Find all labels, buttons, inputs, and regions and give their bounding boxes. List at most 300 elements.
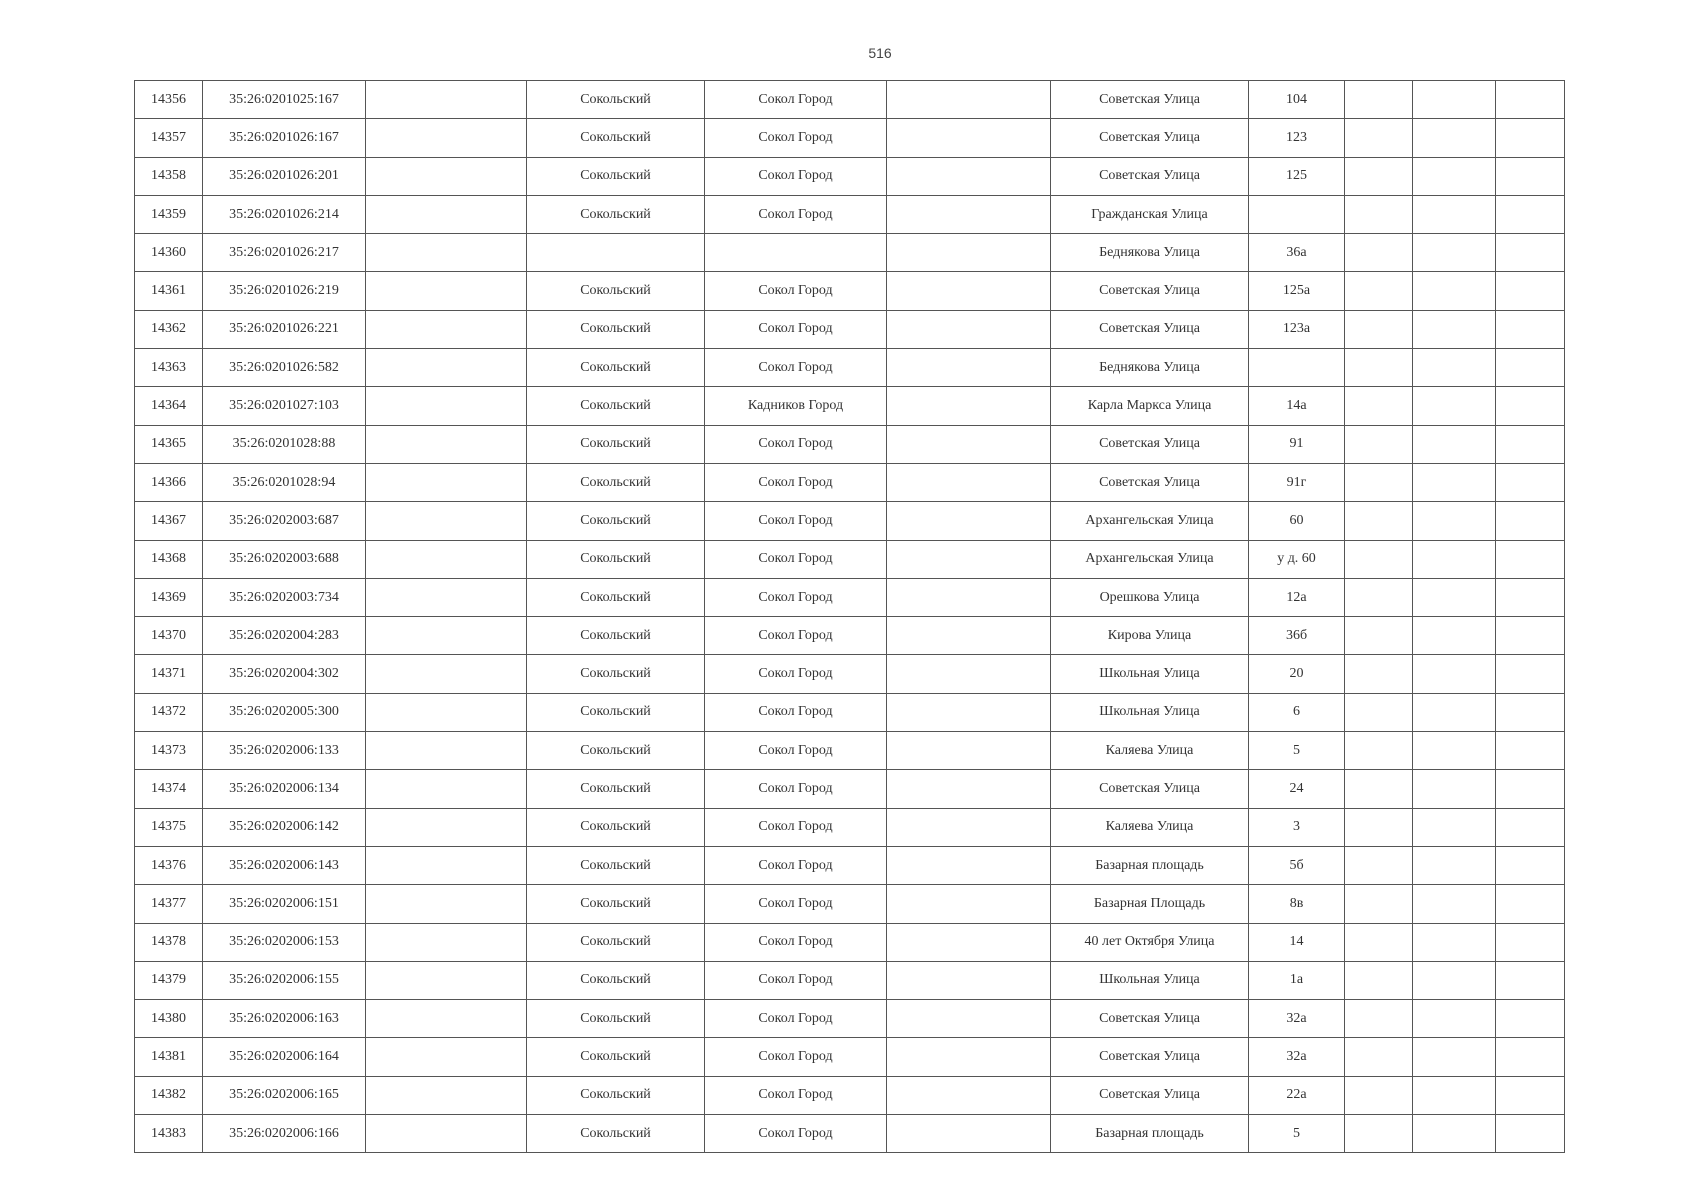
cadastral-number-cell: 35:26:0202005:300 xyxy=(203,693,366,731)
street-cell: Базарная площадь xyxy=(1051,846,1249,884)
cadastral-number-cell: 35:26:0201026:214 xyxy=(203,195,366,233)
street-cell: Советская Улица xyxy=(1051,770,1249,808)
empty-cell xyxy=(1345,195,1413,233)
settlement-cell: Сокол Город xyxy=(705,272,887,310)
street-cell: Советская Улица xyxy=(1051,310,1249,348)
district-cell xyxy=(527,234,705,272)
empty-cell xyxy=(1496,617,1565,655)
empty-cell xyxy=(366,693,527,731)
settlement-cell: Сокол Город xyxy=(705,617,887,655)
empty-cell xyxy=(887,463,1051,501)
table-row xyxy=(135,770,1565,808)
settlement-cell: Сокол Город xyxy=(705,540,887,578)
settlement-cell: Сокол Город xyxy=(705,885,887,923)
empty-cell xyxy=(1413,502,1496,540)
table-row xyxy=(135,578,1565,616)
cadastral-number-cell: 35:26:0202003:688 xyxy=(203,540,366,578)
house-number-cell: 32а xyxy=(1249,1000,1345,1038)
empty-cell xyxy=(887,846,1051,884)
empty-cell xyxy=(366,808,527,846)
district-cell: Сокольский xyxy=(527,961,705,999)
street-cell: Советская Улица xyxy=(1051,1000,1249,1038)
street-cell: Школьная Улица xyxy=(1051,693,1249,731)
empty-cell xyxy=(887,502,1051,540)
cadastral-number-cell: 35:26:0202006:133 xyxy=(203,732,366,770)
empty-cell xyxy=(1496,770,1565,808)
cadastral-number-cell: 35:26:0201026:201 xyxy=(203,157,366,195)
empty-cell xyxy=(1345,1076,1413,1114)
house-number-cell: 91 xyxy=(1249,425,1345,463)
empty-cell xyxy=(366,349,527,387)
empty-cell xyxy=(1413,195,1496,233)
empty-cell xyxy=(1413,846,1496,884)
page-number: 516 xyxy=(868,45,892,61)
empty-cell xyxy=(1496,387,1565,425)
row-number-cell: 14372 xyxy=(135,693,203,731)
row-number-cell: 14368 xyxy=(135,540,203,578)
empty-cell xyxy=(366,578,527,616)
district-cell: Сокольский xyxy=(527,655,705,693)
cadastral-number-cell: 35:26:0202006:155 xyxy=(203,961,366,999)
empty-cell xyxy=(1496,119,1565,157)
cadastral-number-cell: 35:26:0202006:166 xyxy=(203,1115,366,1153)
settlement-cell: Сокол Город xyxy=(705,1076,887,1114)
house-number-cell: 24 xyxy=(1249,770,1345,808)
empty-cell xyxy=(887,770,1051,808)
empty-cell xyxy=(366,846,527,884)
settlement-cell: Сокол Город xyxy=(705,1115,887,1153)
table-row xyxy=(135,234,1565,272)
street-cell: Советская Улица xyxy=(1051,425,1249,463)
house-number-cell: 123а xyxy=(1249,310,1345,348)
settlement-cell: Сокол Город xyxy=(705,195,887,233)
table-row xyxy=(135,272,1565,310)
cadastral-number-cell: 35:26:0202006:164 xyxy=(203,1038,366,1076)
empty-cell xyxy=(366,463,527,501)
empty-cell xyxy=(366,272,527,310)
district-cell: Сокольский xyxy=(527,1076,705,1114)
settlement-cell: Кадников Город xyxy=(705,387,887,425)
cadastral-number-cell: 35:26:0201025:167 xyxy=(203,81,366,119)
empty-cell xyxy=(1413,540,1496,578)
settlement-cell: Сокол Город xyxy=(705,961,887,999)
cadastral-number-cell: 35:26:0202006:163 xyxy=(203,1000,366,1038)
empty-cell xyxy=(1413,119,1496,157)
empty-cell xyxy=(1413,310,1496,348)
empty-cell xyxy=(1496,540,1565,578)
settlement-cell: Сокол Город xyxy=(705,693,887,731)
settlement-cell: Сокол Город xyxy=(705,846,887,884)
district-cell: Сокольский xyxy=(527,1038,705,1076)
empty-cell xyxy=(1496,808,1565,846)
empty-cell xyxy=(366,540,527,578)
table-row xyxy=(135,846,1565,884)
empty-cell xyxy=(887,119,1051,157)
row-number-cell: 14376 xyxy=(135,846,203,884)
district-cell: Сокольский xyxy=(527,310,705,348)
empty-cell xyxy=(887,1115,1051,1153)
row-number-cell: 14381 xyxy=(135,1038,203,1076)
empty-cell xyxy=(366,387,527,425)
house-number-cell: 5 xyxy=(1249,732,1345,770)
empty-cell xyxy=(887,157,1051,195)
street-cell: Архангельская Улица xyxy=(1051,540,1249,578)
street-cell: Советская Улица xyxy=(1051,119,1249,157)
empty-cell xyxy=(1413,1076,1496,1114)
empty-cell xyxy=(1345,693,1413,731)
empty-cell xyxy=(366,655,527,693)
empty-cell xyxy=(887,808,1051,846)
row-number-cell: 14373 xyxy=(135,732,203,770)
empty-cell xyxy=(1413,272,1496,310)
row-number-cell: 14369 xyxy=(135,578,203,616)
settlement-cell: Сокол Город xyxy=(705,157,887,195)
empty-cell xyxy=(887,1000,1051,1038)
house-number-cell: 12а xyxy=(1249,578,1345,616)
street-cell: Школьная Улица xyxy=(1051,961,1249,999)
table-row xyxy=(135,195,1565,233)
empty-cell xyxy=(1345,119,1413,157)
empty-cell xyxy=(366,923,527,961)
settlement-cell: Сокол Город xyxy=(705,349,887,387)
cadastral-number-cell: 35:26:0202006:153 xyxy=(203,923,366,961)
district-cell: Сокольский xyxy=(527,195,705,233)
empty-cell xyxy=(1496,1076,1565,1114)
street-cell: Каляева Улица xyxy=(1051,732,1249,770)
house-number-cell: 22а xyxy=(1249,1076,1345,1114)
row-number-cell: 14360 xyxy=(135,234,203,272)
row-number-cell: 14380 xyxy=(135,1000,203,1038)
house-number-cell: 123 xyxy=(1249,119,1345,157)
district-cell: Сокольский xyxy=(527,578,705,616)
house-number-cell xyxy=(1249,195,1345,233)
empty-cell xyxy=(1345,1115,1413,1153)
row-number-cell: 14364 xyxy=(135,387,203,425)
district-cell: Сокольский xyxy=(527,387,705,425)
cadastral-number-cell: 35:26:0202003:734 xyxy=(203,578,366,616)
row-number-cell: 14363 xyxy=(135,349,203,387)
settlement-cell: Сокол Город xyxy=(705,425,887,463)
empty-cell xyxy=(366,617,527,655)
empty-cell xyxy=(366,502,527,540)
empty-cell xyxy=(1413,617,1496,655)
empty-cell xyxy=(1496,349,1565,387)
row-number-cell: 14356 xyxy=(135,81,203,119)
street-cell: Гражданская Улица xyxy=(1051,195,1249,233)
empty-cell xyxy=(1345,272,1413,310)
empty-cell xyxy=(366,425,527,463)
empty-cell xyxy=(887,1076,1051,1114)
empty-cell xyxy=(1413,808,1496,846)
cadastral-number-cell: 35:26:0201027:103 xyxy=(203,387,366,425)
empty-cell xyxy=(1413,885,1496,923)
table-row xyxy=(135,961,1565,999)
row-number-cell: 14382 xyxy=(135,1076,203,1114)
table-row xyxy=(135,1000,1565,1038)
table-row xyxy=(135,540,1565,578)
street-cell: Советская Улица xyxy=(1051,1038,1249,1076)
district-cell: Сокольский xyxy=(527,770,705,808)
empty-cell xyxy=(1345,1000,1413,1038)
empty-cell xyxy=(1496,846,1565,884)
district-cell: Сокольский xyxy=(527,732,705,770)
row-number-cell: 14374 xyxy=(135,770,203,808)
table-row xyxy=(135,157,1565,195)
empty-cell xyxy=(887,81,1051,119)
cadastral-number-cell: 35:26:0202006:151 xyxy=(203,885,366,923)
empty-cell xyxy=(1345,502,1413,540)
empty-cell xyxy=(887,234,1051,272)
empty-cell xyxy=(1496,272,1565,310)
row-number-cell: 14359 xyxy=(135,195,203,233)
house-number-cell: 3 xyxy=(1249,808,1345,846)
table-row xyxy=(135,425,1565,463)
street-cell: Советская Улица xyxy=(1051,1076,1249,1114)
empty-cell xyxy=(887,617,1051,655)
empty-cell xyxy=(366,310,527,348)
district-cell: Сокольский xyxy=(527,119,705,157)
row-number-cell: 14365 xyxy=(135,425,203,463)
house-number-cell: 125 xyxy=(1249,157,1345,195)
settlement-cell: Сокол Город xyxy=(705,463,887,501)
empty-cell xyxy=(887,195,1051,233)
table-row xyxy=(135,1038,1565,1076)
cadastral-number-cell: 35:26:0202006:143 xyxy=(203,846,366,884)
street-cell: Советская Улица xyxy=(1051,157,1249,195)
empty-cell xyxy=(1413,1115,1496,1153)
table-row xyxy=(135,885,1565,923)
empty-cell xyxy=(366,1000,527,1038)
empty-cell xyxy=(1496,234,1565,272)
row-number-cell: 14370 xyxy=(135,617,203,655)
district-cell: Сокольский xyxy=(527,157,705,195)
empty-cell xyxy=(1496,1115,1565,1153)
house-number-cell: 8в xyxy=(1249,885,1345,923)
district-cell: Сокольский xyxy=(527,846,705,884)
empty-cell xyxy=(1345,885,1413,923)
empty-cell xyxy=(1496,157,1565,195)
district-cell: Сокольский xyxy=(527,617,705,655)
cadastral-number-cell: 35:26:0201026:219 xyxy=(203,272,366,310)
cadastral-number-cell: 35:26:0202006:134 xyxy=(203,770,366,808)
table-row xyxy=(135,808,1565,846)
house-number-cell: 6 xyxy=(1249,693,1345,731)
row-number-cell: 14383 xyxy=(135,1115,203,1153)
empty-cell xyxy=(1345,387,1413,425)
empty-cell xyxy=(1496,425,1565,463)
district-cell: Сокольский xyxy=(527,1000,705,1038)
empty-cell xyxy=(887,387,1051,425)
district-cell: Сокольский xyxy=(527,502,705,540)
empty-cell xyxy=(887,732,1051,770)
district-cell: Сокольский xyxy=(527,808,705,846)
house-number-cell: 60 xyxy=(1249,502,1345,540)
settlement-cell: Сокол Город xyxy=(705,770,887,808)
empty-cell xyxy=(1345,655,1413,693)
house-number-cell: у д. 60 xyxy=(1249,540,1345,578)
empty-cell xyxy=(1345,846,1413,884)
cadastral-number-cell: 35:26:0201026:217 xyxy=(203,234,366,272)
empty-cell xyxy=(1496,310,1565,348)
table-row xyxy=(135,310,1565,348)
table-row xyxy=(135,923,1565,961)
table-row xyxy=(135,617,1565,655)
street-cell: Архангельская Улица xyxy=(1051,502,1249,540)
empty-cell xyxy=(1345,732,1413,770)
table-row xyxy=(135,81,1565,119)
empty-cell xyxy=(1413,1000,1496,1038)
district-cell: Сокольский xyxy=(527,885,705,923)
empty-cell xyxy=(1413,923,1496,961)
house-number-cell: 91г xyxy=(1249,463,1345,501)
cadastral-number-cell: 35:26:0202004:283 xyxy=(203,617,366,655)
settlement-cell: Сокол Город xyxy=(705,1000,887,1038)
settlement-cell: Сокол Город xyxy=(705,655,887,693)
table-row xyxy=(135,387,1565,425)
empty-cell xyxy=(1413,770,1496,808)
district-cell: Сокольский xyxy=(527,81,705,119)
district-cell: Сокольский xyxy=(527,272,705,310)
empty-cell xyxy=(1345,81,1413,119)
house-number-cell: 5б xyxy=(1249,846,1345,884)
street-cell: Беднякова Улица xyxy=(1051,349,1249,387)
empty-cell xyxy=(1345,617,1413,655)
cadastral-number-cell: 35:26:0201028:94 xyxy=(203,463,366,501)
empty-cell xyxy=(1413,425,1496,463)
cadastral-number-cell: 35:26:0201028:88 xyxy=(203,425,366,463)
empty-cell xyxy=(887,923,1051,961)
table-row xyxy=(135,693,1565,731)
house-number-cell: 125а xyxy=(1249,272,1345,310)
district-cell: Сокольский xyxy=(527,540,705,578)
empty-cell xyxy=(366,1115,527,1153)
empty-cell xyxy=(887,1038,1051,1076)
street-cell: Базарная площадь xyxy=(1051,1115,1249,1153)
settlement-cell: Сокол Город xyxy=(705,81,887,119)
settlement-cell: Сокол Город xyxy=(705,119,887,157)
row-number-cell: 14362 xyxy=(135,310,203,348)
district-cell: Сокольский xyxy=(527,425,705,463)
empty-cell xyxy=(1345,463,1413,501)
district-cell: Сокольский xyxy=(527,693,705,731)
empty-cell xyxy=(1345,961,1413,999)
empty-cell xyxy=(887,578,1051,616)
settlement-cell xyxy=(705,234,887,272)
street-cell: Советская Улица xyxy=(1051,81,1249,119)
district-cell: Сокольский xyxy=(527,1115,705,1153)
row-number-cell: 14378 xyxy=(135,923,203,961)
empty-cell xyxy=(887,540,1051,578)
street-cell: Беднякова Улица xyxy=(1051,234,1249,272)
house-number-cell: 20 xyxy=(1249,655,1345,693)
empty-cell xyxy=(887,310,1051,348)
house-number-cell: 104 xyxy=(1249,81,1345,119)
empty-cell xyxy=(1496,578,1565,616)
cadastral-number-cell: 35:26:0201026:221 xyxy=(203,310,366,348)
empty-cell xyxy=(366,770,527,808)
empty-cell xyxy=(366,195,527,233)
empty-cell xyxy=(1413,655,1496,693)
cadastral-number-cell: 35:26:0202006:142 xyxy=(203,808,366,846)
registry-table-body xyxy=(135,81,1565,1153)
settlement-cell: Сокол Город xyxy=(705,578,887,616)
house-number-cell: 5 xyxy=(1249,1115,1345,1153)
empty-cell xyxy=(1496,961,1565,999)
settlement-cell: Сокол Город xyxy=(705,808,887,846)
cadastral-number-cell: 35:26:0202004:302 xyxy=(203,655,366,693)
table-row xyxy=(135,502,1565,540)
empty-cell xyxy=(1345,157,1413,195)
street-cell: Советская Улица xyxy=(1051,463,1249,501)
empty-cell xyxy=(1496,195,1565,233)
empty-cell xyxy=(1345,923,1413,961)
row-number-cell: 14361 xyxy=(135,272,203,310)
district-cell: Сокольский xyxy=(527,349,705,387)
empty-cell xyxy=(1496,923,1565,961)
empty-cell xyxy=(887,885,1051,923)
empty-cell xyxy=(1345,540,1413,578)
empty-cell xyxy=(1413,463,1496,501)
empty-cell xyxy=(1413,157,1496,195)
empty-cell xyxy=(1496,81,1565,119)
empty-cell xyxy=(1413,732,1496,770)
empty-cell xyxy=(1413,234,1496,272)
empty-cell xyxy=(1496,732,1565,770)
house-number-cell: 1а xyxy=(1249,961,1345,999)
cadastral-number-cell: 35:26:0202003:687 xyxy=(203,502,366,540)
empty-cell xyxy=(1496,463,1565,501)
street-cell: Базарная Площадь xyxy=(1051,885,1249,923)
empty-cell xyxy=(887,961,1051,999)
street-cell: 40 лет Октября Улица xyxy=(1051,923,1249,961)
table-row xyxy=(135,463,1565,501)
street-cell: Школьная Улица xyxy=(1051,655,1249,693)
settlement-cell: Сокол Город xyxy=(705,1038,887,1076)
row-number-cell: 14366 xyxy=(135,463,203,501)
table-row xyxy=(135,349,1565,387)
empty-cell xyxy=(1496,1038,1565,1076)
house-number-cell: 36а xyxy=(1249,234,1345,272)
empty-cell xyxy=(1496,502,1565,540)
house-number-cell: 14 xyxy=(1249,923,1345,961)
empty-cell xyxy=(1496,655,1565,693)
row-number-cell: 14367 xyxy=(135,502,203,540)
street-cell: Карла Маркса Улица xyxy=(1051,387,1249,425)
empty-cell xyxy=(1413,961,1496,999)
table-row xyxy=(135,1115,1565,1153)
empty-cell xyxy=(1345,349,1413,387)
empty-cell xyxy=(1345,770,1413,808)
empty-cell xyxy=(1345,425,1413,463)
district-cell: Сокольский xyxy=(527,923,705,961)
district-cell: Сокольский xyxy=(527,463,705,501)
empty-cell xyxy=(1345,310,1413,348)
settlement-cell: Сокол Город xyxy=(705,502,887,540)
empty-cell xyxy=(1413,349,1496,387)
empty-cell xyxy=(887,349,1051,387)
empty-cell xyxy=(1413,693,1496,731)
empty-cell xyxy=(1413,81,1496,119)
empty-cell xyxy=(366,961,527,999)
row-number-cell: 14371 xyxy=(135,655,203,693)
empty-cell xyxy=(366,885,527,923)
cadastral-number-cell: 35:26:0201026:167 xyxy=(203,119,366,157)
empty-cell xyxy=(366,1076,527,1114)
empty-cell xyxy=(366,234,527,272)
empty-cell xyxy=(366,732,527,770)
house-number-cell: 14а xyxy=(1249,387,1345,425)
empty-cell xyxy=(366,119,527,157)
